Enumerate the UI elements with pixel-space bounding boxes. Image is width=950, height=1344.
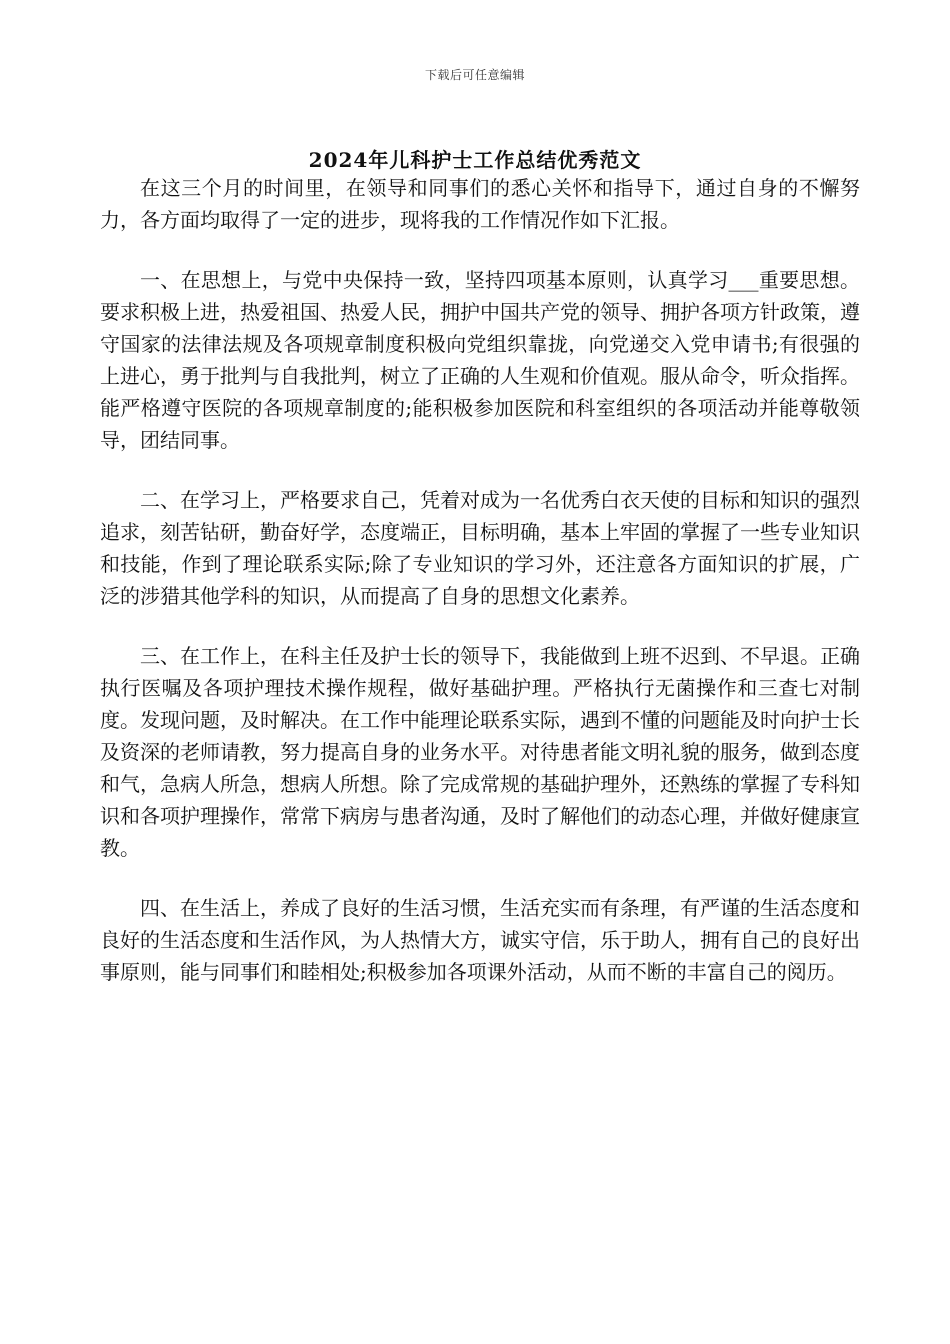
document-body <box>100 172 860 1016</box>
paragraph-work: 三、在工作上，在科主任及护士长的领导下，我能做到上班不迟到、不早退。正确执行医嘱及各项护理技术操作规程，做好基础护理。严格执行无菌操作和三查七对制度。发现问题，及时解决。在工作中能理论联系实际，遇到不懂的问题能及时向护士长及资深的老师请教，努力提高自身的业务水平。对待患者能文明礼貌的服务，做到态度和气，急病人所急，想病人所想。除了完成常规的基础护理外，还熟练的掌握了专科知识和各项护理操作，常常下病房与患者沟通，及时了解他们的动态心理，并做好健康宣教。 <box>100 644 860 860</box>
paragraph-study: 二、在学习上，严格要求自己，凭着对成为一名优秀白衣天使的目标和知识的强烈追求，刻苦钻研，勤奋好学，态度端正，目标明确，基本上牢固的掌握了一些专业知识和技能，作到了理论联系实际;除了专业知识的学习外，还注意各方面知识的扩展，广泛的涉猎其他学科的知识，从而提高了自身的思想文化素养。 <box>100 488 860 608</box>
header-note: 下载后可任意编辑 <box>424 68 525 82</box>
document-title: 2024年儿科护士工作总结优秀范文 <box>308 148 642 172</box>
paragraph-life: 四、在生活上，养成了良好的生活习惯，生活充实而有条理，有严谨的生活态度和良好的生活态度和生活作风，为人热情大方，诚实守信，乐于助人，拥有自己的良好出事原则，能与同事们和睦相处;积极参加各项课外活动，从而不断的丰富自己的阅历。 <box>100 896 860 984</box>
paragraph-intro: 在这三个月的时间里，在领导和同事们的悉心关怀和指导下，通过自身的不懈努力，各方面均取得了一定的进步，现将我的工作情况作如下汇报。 <box>100 176 860 232</box>
paragraph-ideology: 一、在思想上，与党中央保持一致，坚持四项基本原则，认真学习___重要思想。要求积极上进，热爱祖国、热爱人民，拥护中国共产党的领导、拥护各项方针政策，遵守国家的法律法规及各项规章制度积极向党组织靠拢，向党递交入党申请书;有很强的上进心，勇于批判与自我批判，树立了正确的人生观和价值观。服从命令，听众指挥。能严格遵守医院的各项规章制度的;能积极参加医院和科室组织的各项活动并能尊敬领导，团结同事。 <box>100 268 860 452</box>
